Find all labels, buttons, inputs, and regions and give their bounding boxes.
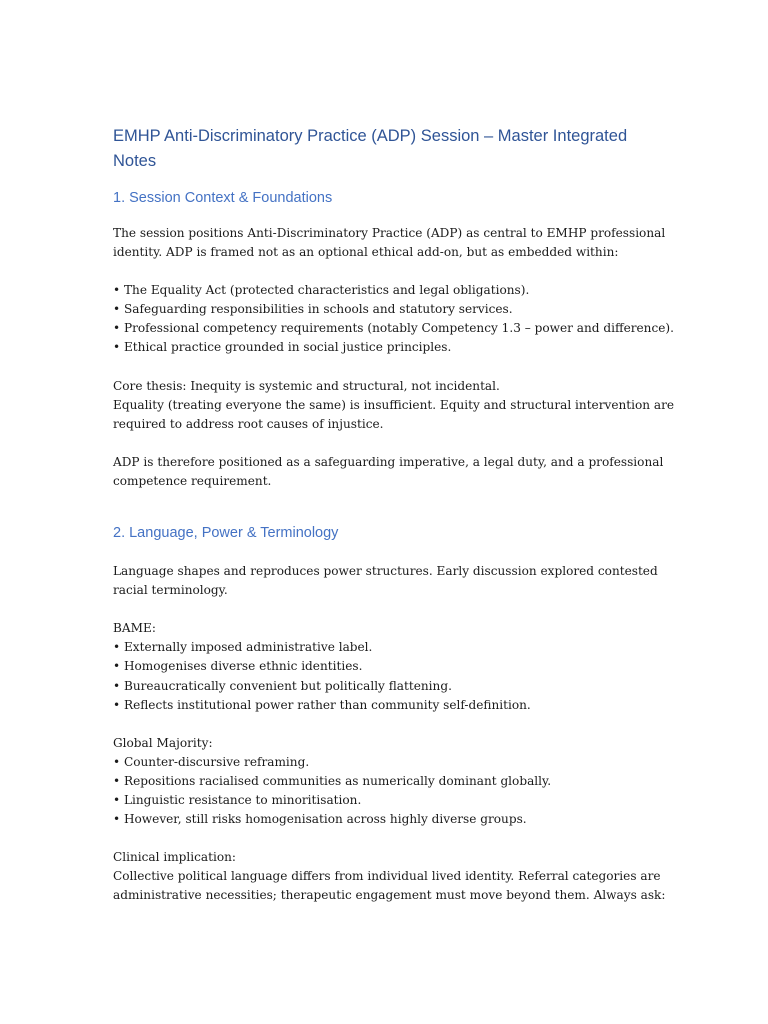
bullet-item: • Repositions racialised communities as numerically dominant globally.	[113, 773, 552, 788]
global-majority-list	[113, 734, 658, 829]
text-line: Equality (treating everyone the same) is insufficient. Equity and structural intervention are	[113, 397, 675, 412]
text-line: racial terminology.	[113, 583, 228, 598]
text-line: administrative necessities; therapeutic engagement must move beyond them. Always ask:	[113, 888, 666, 903]
bullet-item: • Reflects institutional power rather than community self-definition.	[113, 697, 531, 712]
text-line: required to address root causes of injustice.	[113, 416, 384, 431]
title-line: EMHP Anti-Discriminatory Practice (ADP) Session – Master Integrated	[113, 127, 628, 145]
bullet-item: • The Equality Act (protected characteristics and legal obligations).	[113, 283, 530, 298]
bullet-item: • Homogenises diverse ethnic identities.	[113, 659, 363, 674]
text-line: Language shapes and reproduces power structures. Early discussion explored contested	[113, 564, 658, 579]
bullet-item: • Bureaucratically convenient but politically flattening.	[113, 678, 452, 693]
section1-bullet-list	[113, 281, 674, 357]
text-line: ADP is therefore positioned as a safeguarding imperative, a legal duty, and a professional	[113, 454, 664, 469]
bullet-item: • Counter-discursive reframing.	[113, 754, 310, 769]
section1-intro	[113, 224, 666, 262]
section1-closing	[113, 453, 664, 491]
text-line: Collective political language differs from individual lived identity. Referral categories are	[113, 869, 661, 884]
bame-list	[113, 619, 658, 714]
document-page	[113, 124, 675, 905]
list-label: BAME:	[113, 621, 156, 636]
bullet-item: • Externally imposed administrative label.	[113, 640, 373, 655]
text-line: The session positions Anti-Discriminatory Practice (ADP) as central to EMHP professional	[113, 226, 666, 240]
document-title	[113, 124, 658, 174]
section-heading-2: 2. Language, Power & Terminology	[113, 525, 339, 542]
text-line: competence requirement.	[113, 473, 272, 488]
section-heading-1: 1. Session Context & Foundations	[113, 190, 333, 206]
bullet-item: • However, still risks homogenisation across highly diverse groups.	[113, 812, 527, 827]
list-label: Global Majority:	[113, 735, 213, 750]
bullet-item: • Professional competency requirements (notably Competency 1.3 – power and difference).	[113, 321, 674, 336]
section1-thesis	[113, 377, 675, 434]
section2-intro	[113, 562, 658, 600]
title-line: Notes	[113, 152, 157, 170]
bullet-item: • Safeguarding responsibilities in schools and statutory services.	[113, 302, 513, 317]
text-line: Core thesis: Inequity is systemic and structural, not incidental.	[113, 378, 500, 393]
list-label: Clinical implication:	[113, 850, 237, 865]
bullet-item: • Ethical practice grounded in social justice principles.	[113, 340, 452, 355]
bullet-item: • Linguistic resistance to minoritisation.	[113, 792, 362, 807]
clinical-implication	[113, 848, 666, 905]
text-line: identity. ADP is framed not as an optional ethical add-on, but as embedded within:	[113, 245, 619, 260]
